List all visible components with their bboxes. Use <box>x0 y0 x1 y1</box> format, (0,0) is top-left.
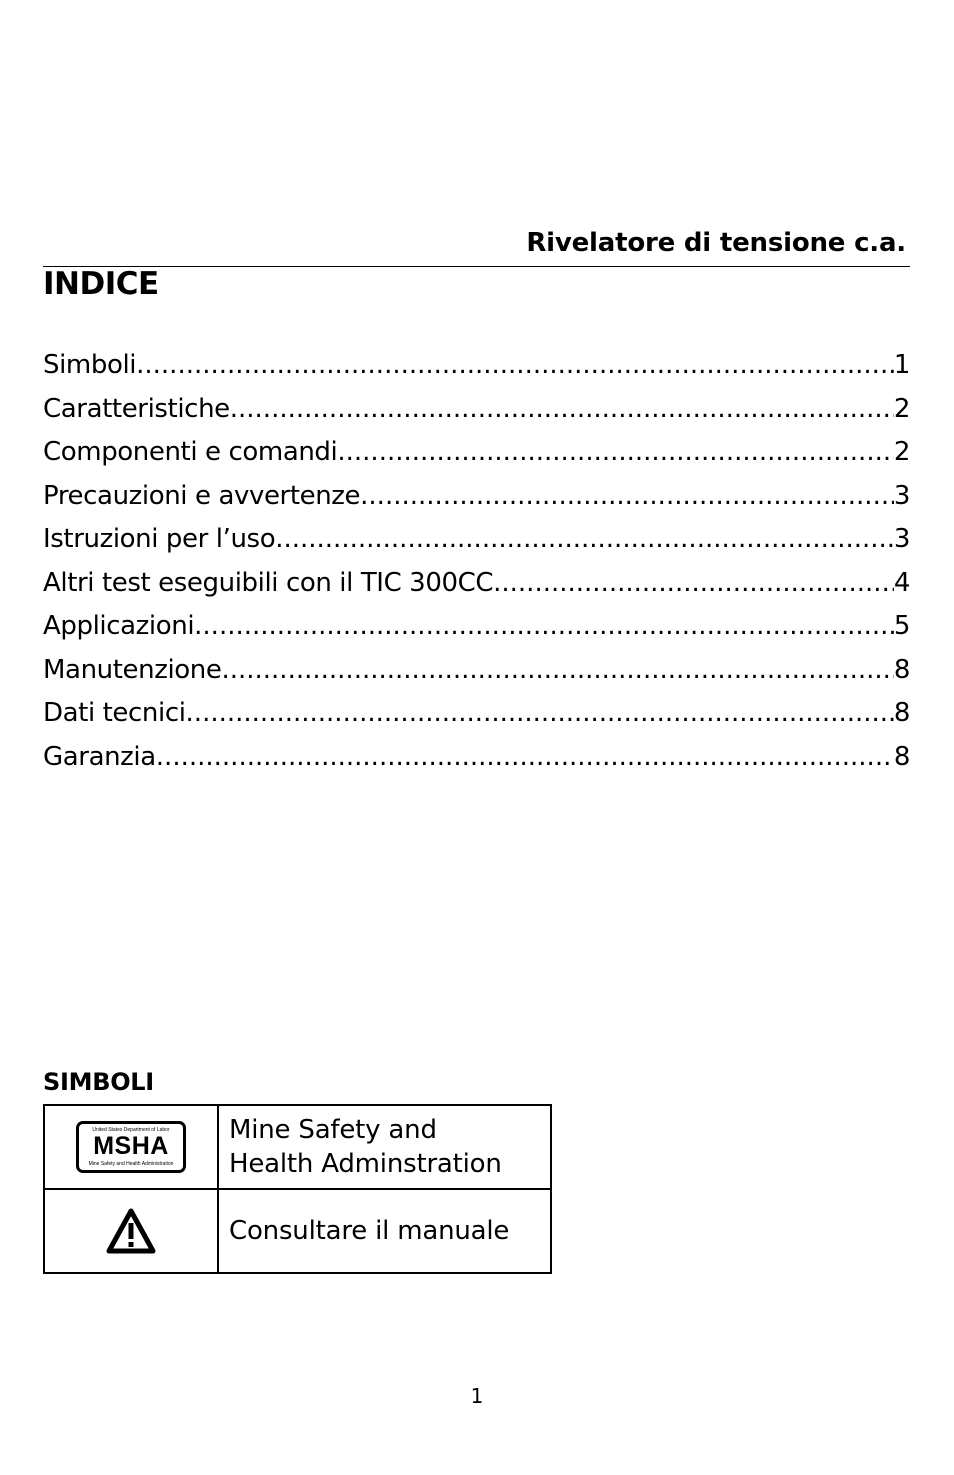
toc-leader-dots <box>275 524 894 554</box>
toc-entry-page: 2 <box>893 393 910 424</box>
document-header-title: Rivelatore di tensione c.a. <box>526 228 906 258</box>
toc-entry-precauzioni[interactable] <box>43 481 910 525</box>
toc-entry-applicazioni[interactable] <box>43 611 910 655</box>
symbols-heading: SIMBOLI <box>43 1068 154 1096</box>
msha-logo-top-text: United States Department of Labor <box>92 1126 170 1133</box>
toc-entry-page: 3 <box>893 480 910 511</box>
toc-entry-label: Garanzia <box>43 741 156 772</box>
toc-entry-page: 8 <box>893 698 910 728</box>
header-divider <box>43 266 910 267</box>
toc-entry-page: 1 <box>893 350 910 380</box>
toc-entry-page: 3 <box>893 524 910 554</box>
toc-entry-manutenzione[interactable] <box>43 655 910 699</box>
toc-entry-page: 2 <box>893 437 910 467</box>
toc-entry-label: Precauzioni e avvertenze <box>43 480 361 511</box>
page-number: 1 <box>470 1384 484 1408</box>
toc-leader-dots <box>230 394 894 424</box>
toc-entry-label: Simboli <box>43 350 137 380</box>
index-heading: INDICE <box>43 266 159 302</box>
toc-entry-dati-tecnici[interactable] <box>43 698 910 742</box>
toc-entry-istruzioni[interactable] <box>43 524 910 568</box>
toc-leader-dots <box>136 350 894 380</box>
toc-entry-label: Dati tecnici <box>43 698 186 728</box>
table-of-contents <box>43 350 910 785</box>
toc-entry-page: 4 <box>893 567 910 598</box>
symbol-description-line: Health Adminstration <box>229 1149 502 1179</box>
msha-logo-bottom-text: Mine Safety and Health Administration <box>88 1160 174 1167</box>
symbol-description-cell: Consultare il manuale <box>218 1189 551 1273</box>
symbol-icon-cell <box>44 1105 218 1189</box>
toc-entry-garanzia[interactable] <box>43 742 910 786</box>
warning-triangle-icon <box>106 1208 156 1258</box>
toc-entry-label: Componenti e comandi <box>43 437 338 467</box>
toc-entry-altri-test[interactable] <box>43 568 910 612</box>
msha-logo-icon <box>76 1121 186 1173</box>
symbol-description-cell <box>218 1105 551 1189</box>
symbol-description-line: Mine Safety and <box>229 1115 437 1145</box>
toc-leader-dots <box>156 742 894 772</box>
symbol-row-warning <box>44 1189 551 1273</box>
toc-entry-label: Applicazioni <box>43 611 195 641</box>
toc-leader-dots <box>194 611 894 641</box>
toc-entry-label: Caratteristiche <box>43 393 230 424</box>
toc-entry-page: 8 <box>893 654 910 685</box>
msha-logo-word: MSHA <box>93 1131 169 1160</box>
toc-entry-simboli[interactable] <box>43 350 910 394</box>
symbols-table <box>43 1104 552 1274</box>
symbol-icon-cell <box>44 1189 218 1273</box>
toc-leader-dots <box>221 655 893 685</box>
toc-entry-caratteristiche[interactable] <box>43 394 910 438</box>
toc-entry-label: Manutenzione <box>43 654 222 685</box>
toc-leader-dots <box>360 481 894 511</box>
toc-entry-componenti[interactable] <box>43 437 910 481</box>
toc-entry-page: 5 <box>893 611 910 641</box>
toc-leader-dots <box>493 568 894 598</box>
toc-entry-label: Altri test eseguibili con il TIC 300CC <box>43 567 494 598</box>
toc-leader-dots <box>186 698 894 728</box>
symbol-row-msha <box>44 1105 551 1189</box>
toc-entry-page: 8 <box>893 741 910 772</box>
toc-entry-label: Istruzioni per l’uso <box>43 524 276 554</box>
toc-leader-dots <box>337 437 893 467</box>
